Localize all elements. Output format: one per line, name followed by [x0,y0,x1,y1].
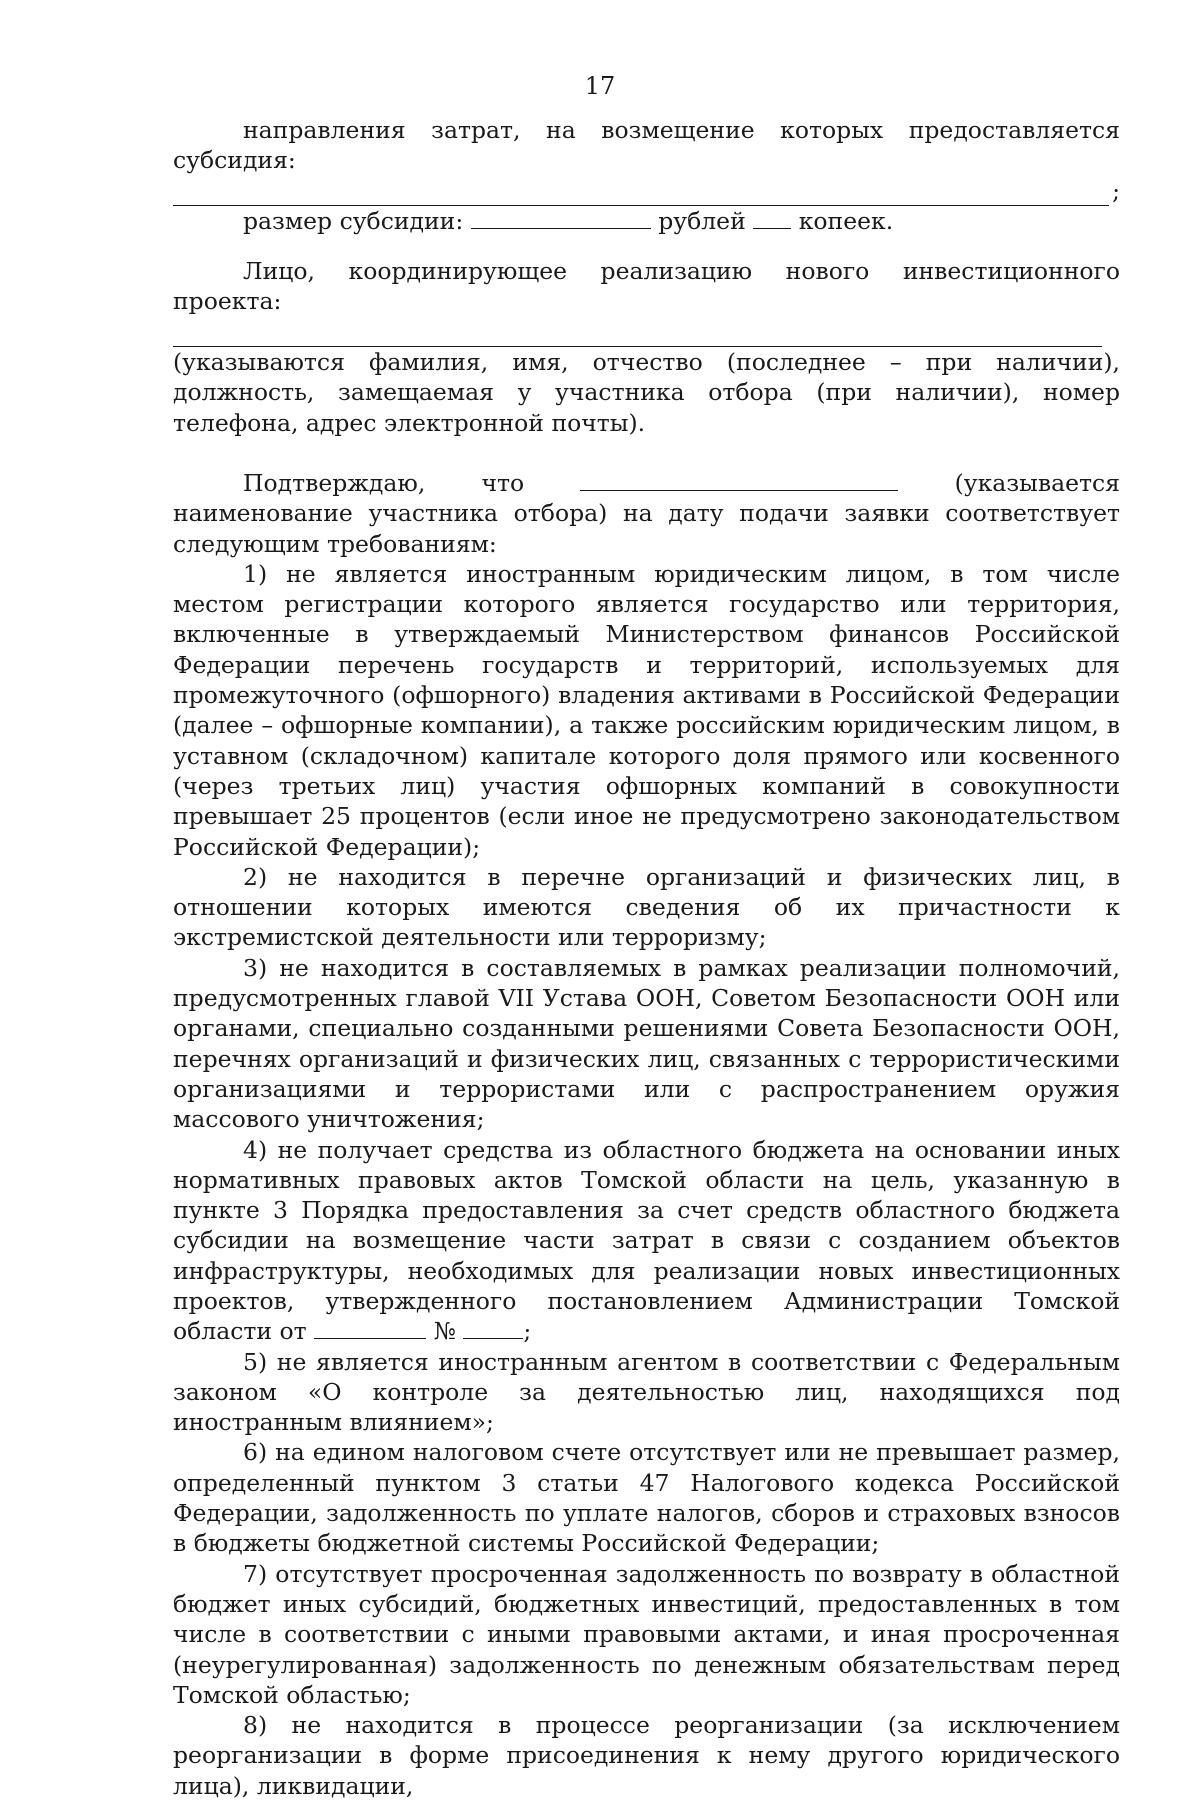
decree-date-blank [314,1316,426,1339]
requirement-item-4-text: 4) не получает средства из областного бюджета на основании иных нормативных правовых актов Томской области на цель, указанную в пункте 3 Порядка предоставления за счет средств областного бюджета субсидии на возмещение части затрат в связи с созданием объектов инфраструктуры, необходимых для реализации новых инвестиционных проектов, утвержденного постановлением Администрации Томской области от [173,1135,1120,1346]
decree-number-sign: № [433,1317,456,1346]
page-number: 17 [584,72,616,100]
subsidy-rub-label: рублей [658,206,746,235]
costs-line-end: ; [1112,176,1120,205]
confirm-paragraph [173,468,1120,559]
coordinator-label: Лицо, координирующее реализацию нового инвестиционного проекта: [173,257,1120,316]
costs-blank-line [173,176,1120,206]
subsidy-size-line [173,206,1120,236]
costs-blank [173,183,1109,206]
requirement-item-1: 1) не является иностранным юридическим лицом, в том числе местом регистрации которого является государство или территория, включенные в утверждаемый Министерством финансов Российской Федерации перечень государств и территорий, используемых для промежуточного (офшорного) владения активами в Российской Федерации (далее – офшорные компании), а также российским юридическим лицом, в уставном (складочном) капитале которого доля прямого или косвенного (через третьих лиц) участия офшорных компаний в совокупности превышает 25 процентов (если иное не предусмотрено законодательством Российской Федерации); [173,559,1120,861]
coordinator-hint: (указываются фамилия, имя, отчество (последнее – при наличии), должность, замещаемая у участника отбора (при наличии), номер телефона, адрес электронной почты). [173,348,1120,437]
subsidy-rub-blank [471,206,651,229]
subsidy-kop-blank [753,206,791,229]
participant-name-blank [580,468,898,491]
subsidy-kop-label: копеек. [798,206,894,235]
requirement-item-5: 5) не является иностранным агентом в соответствии с Федеральным законом «О контроле за деятельностью лиц, находящихся под иностранным влиянием»; [173,1347,1120,1437]
requirement-item-2: 2) не находится в перечне организаций и физических лиц, в отношении которых имеются сведения об их причастности к экстремистской деятельности или терроризму; [173,862,1120,952]
document-body [173,115,1120,1801]
requirement-item-8: 8) не находится в процессе реорганизации (за исключением реорганизации в форме присоединения к нему другого юридического лица), ликвидации, [173,1711,1120,1800]
requirement-item-4-end: ; [523,1317,532,1346]
confirm-suffix: (указывается наименование участника отбора) на дату подачи заявки соответствует следующим требованиям: [173,468,1120,558]
requirement-item-4 [173,1135,1120,1347]
coordinator-blank-line [173,317,1120,347]
requirement-item-7: 7) отсутствует просроченная задолженность по возврату в областной бюджет иных субсидий, бюджетных инвестиций, предоставленных в том числе в соответствии с иными правовыми актами, и иная просроченная (неурегулированная) задолженность по денежным обязательствам перед Томской областью; [173,1559,1120,1709]
subsidy-prefix: размер субсидии: [243,206,464,235]
costs-line: направления затрат, на возмещение которых предоставляется субсидия: [173,116,1120,175]
confirm-prefix: Подтверждаю, что [243,468,525,497]
requirement-item-3: 3) не находится в составляемых в рамках реализации полномочий, предусмотренных главой VII Устава ООН, Советом Безопасности ООН или органами, специально созданными решениями Совета Безопасности ООН, перечнях организаций и физических лиц, связанных с террористическими организациями и террористами или с распространением оружия массового уничтожения; [173,953,1120,1134]
decree-number-blank [463,1316,523,1339]
requirement-item-6: 6) на едином налоговом счете отсутствует или не превышает размер, определенный пунктом 3 статьи 47 Налогового кодекса Российской Федерации, задолженность по уплате налогов, сборов и страховых взносов в бюджеты бюджетной системы Российской Федерации; [173,1438,1120,1558]
coordinator-blank [173,324,1102,347]
